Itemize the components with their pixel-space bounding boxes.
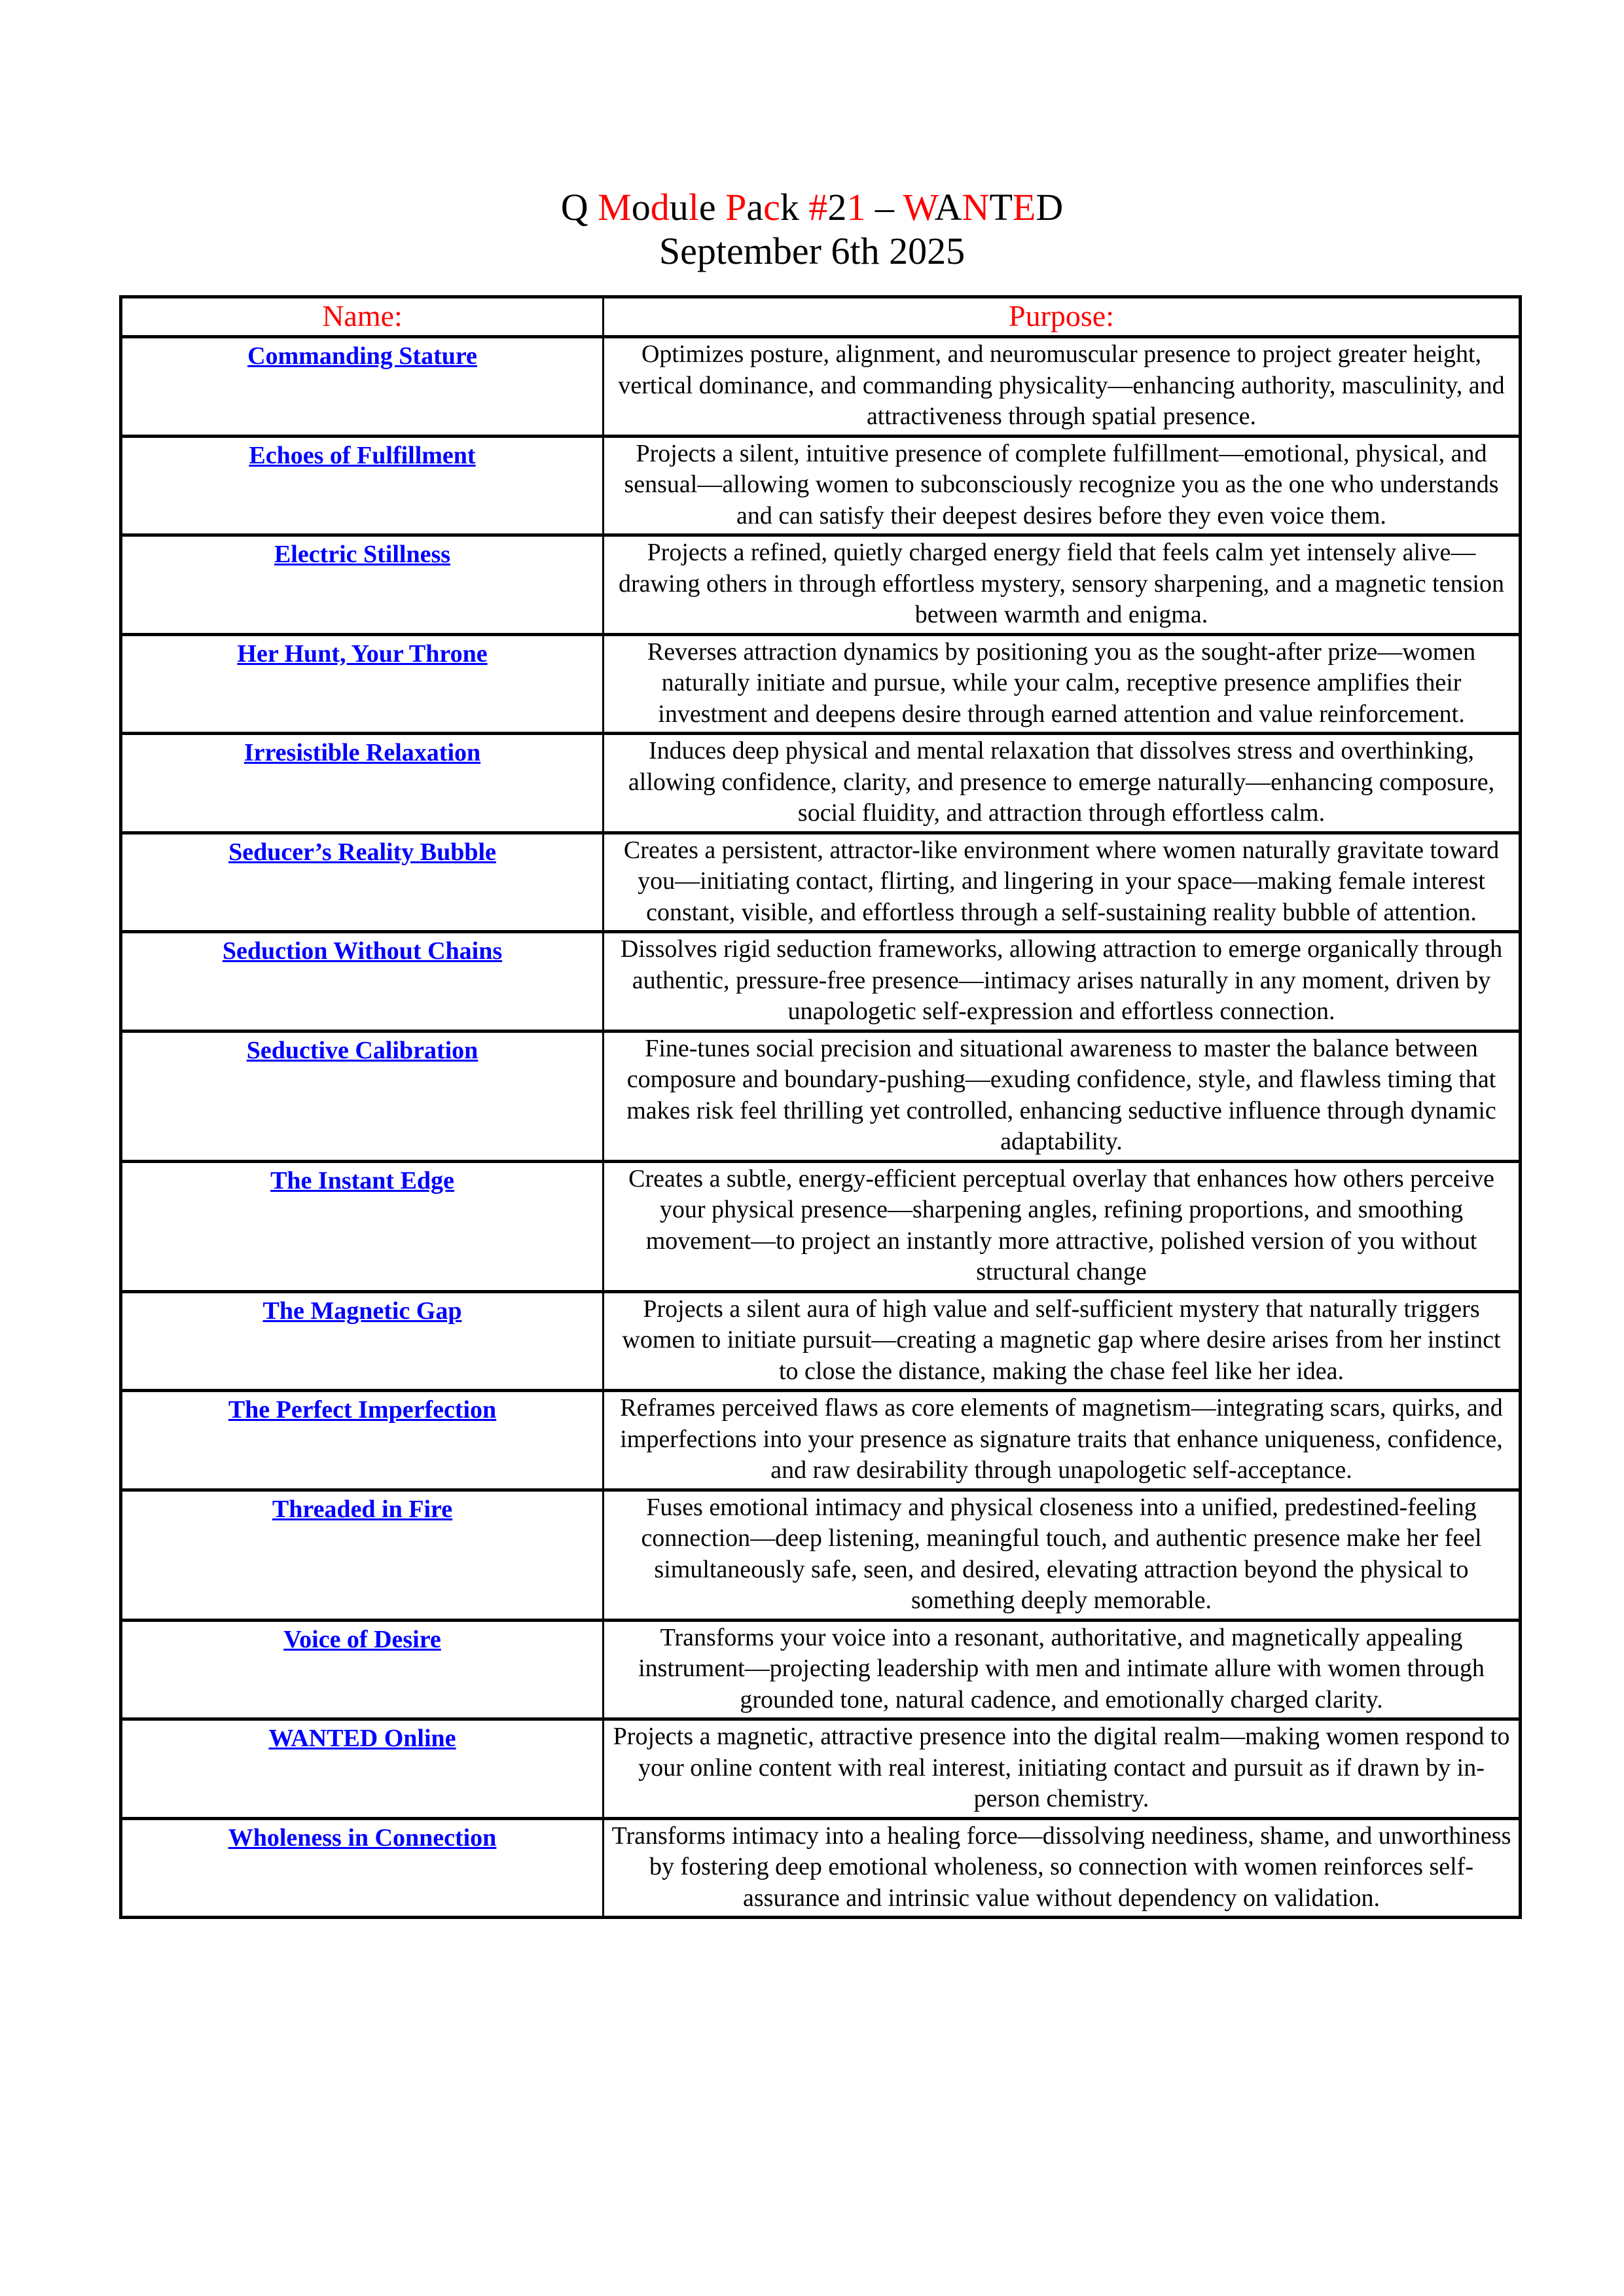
module-link[interactable]: WANTED Online bbox=[268, 1725, 456, 1752]
title-segment: # bbox=[808, 186, 828, 228]
module-link[interactable]: Seduction Without Chains bbox=[222, 937, 503, 965]
title-segment: o bbox=[631, 186, 651, 228]
module-link[interactable]: The Perfect Imperfection bbox=[228, 1396, 497, 1424]
module-name-cell bbox=[121, 337, 604, 437]
module-table bbox=[119, 295, 1522, 1919]
table-row bbox=[121, 1719, 1521, 1819]
module-purpose: Transforms intimacy into a healing force—dissolving neediness, shame, and unworthiness by fostering deep emotional wholeness, so connection with women reinforces self-assurance and intrinsic value without dependency on validation. bbox=[604, 1818, 1521, 1918]
module-link[interactable]: Electric Stillness bbox=[274, 541, 451, 568]
module-purpose: Fuses emotional intimacy and physical closeness into a unified, predestined-feeling connection—deep listening, meaningful touch, and authentic presence make her feel simultaneously safe, seen, and desired, elevating attraction beyond the physical to something deeply memorable. bbox=[604, 1490, 1521, 1620]
title-segment: A bbox=[934, 186, 962, 228]
title-segment: 2 bbox=[827, 186, 847, 228]
title-segment: d bbox=[650, 186, 670, 228]
page-title bbox=[0, 185, 1624, 229]
title-segment: D bbox=[1036, 186, 1064, 228]
table-row bbox=[121, 1490, 1521, 1620]
title-segment: l bbox=[688, 186, 699, 228]
module-name-cell bbox=[121, 932, 604, 1031]
module-link[interactable]: Wholeness in Connection bbox=[228, 1823, 497, 1852]
table-row bbox=[121, 535, 1521, 635]
module-name-cell bbox=[121, 1161, 604, 1291]
title-segment: M bbox=[598, 186, 632, 228]
module-purpose: Dissolves rigid seduction frameworks, allowing attraction to emerge organically through authentic, pressure-free presence—intimacy arises naturally in any moment, driven by unapologetic self-expression and effortless connection. bbox=[604, 932, 1521, 1031]
title-segment: e bbox=[698, 186, 726, 228]
module-purpose: Reframes perceived flaws as core elements of magnetism—integrating scars, quirks, and imperfections into your presence as signature traits that enhance uniqueness, confidence, and raw desirability through unapologetic self-acceptance. bbox=[604, 1391, 1521, 1490]
title-segment: W bbox=[903, 186, 935, 228]
table-row bbox=[121, 634, 1521, 734]
module-name-cell bbox=[121, 1391, 604, 1490]
module-link[interactable]: Her Hunt, Your Throne bbox=[237, 639, 488, 668]
module-link[interactable]: Seducer’s Reality Bubble bbox=[228, 838, 496, 866]
table-row bbox=[121, 1161, 1521, 1291]
module-name-cell bbox=[121, 833, 604, 932]
module-purpose: Projects a silent, intuitive presence of complete fulfillment—emotional, physical, and sensual—allowing women to subconsciously recognize you as the one who understands and can satisfy their deepest desires before they even voice them. bbox=[604, 436, 1521, 535]
table-row bbox=[121, 337, 1521, 437]
module-name-cell bbox=[121, 1291, 604, 1391]
module-link[interactable]: The Magnetic Gap bbox=[262, 1297, 462, 1325]
module-purpose: Optimizes posture, alignment, and neuromuscular presence to project greater height, vertical dominance, and commanding physicality—enhancing authority, masculinity, and attractiveness through spatial presence. bbox=[604, 337, 1521, 437]
module-purpose: Transforms your voice into a resonant, authoritative, and magnetically appealing instrument—projecting leadership with men and intimate allure with women through grounded tone, natural cadence, and emotionally charged clarity. bbox=[604, 1620, 1521, 1719]
module-name-cell bbox=[121, 1031, 604, 1161]
module-table-body bbox=[121, 337, 1521, 1918]
table-row bbox=[121, 932, 1521, 1031]
table-row bbox=[121, 833, 1521, 932]
table-row bbox=[121, 1818, 1521, 1918]
title-segment: Q bbox=[560, 186, 598, 228]
module-name-cell bbox=[121, 535, 604, 635]
module-purpose: Projects a refined, quietly charged energy field that feels calm yet intensely alive—drawing others in through effortless mystery, sensory sharpening, and a magnetic tension between warmth and enigma. bbox=[604, 535, 1521, 635]
module-link[interactable]: Echoes of Fulfillment bbox=[249, 441, 476, 469]
table-row bbox=[121, 734, 1521, 833]
module-name-cell bbox=[121, 1620, 604, 1719]
module-purpose: Fine-tunes social precision and situational awareness to master the balance between composure and boundary-pushing—exuding confidence, style, and flawless timing that makes risk feel thrilling yet controlled, enhancing seductive influence through dynamic adaptability. bbox=[604, 1031, 1521, 1161]
table-row bbox=[121, 436, 1521, 535]
module-name-cell bbox=[121, 1818, 604, 1918]
module-link[interactable]: Irresistible Relaxation bbox=[244, 739, 481, 766]
title-segment: P bbox=[725, 186, 747, 228]
module-purpose: Induces deep physical and mental relaxation that dissolves stress and overthinking, allowing confidence, clarity, and presence to emerge naturally—enhancing composure, social fluidity, and attraction through effortless calm. bbox=[604, 734, 1521, 833]
module-name-cell bbox=[121, 436, 604, 535]
module-name-cell bbox=[121, 734, 604, 833]
module-link[interactable]: The Instant Edge bbox=[270, 1166, 454, 1194]
title-segment: a bbox=[746, 186, 764, 228]
page-subtitle: September 6th 2025 bbox=[659, 230, 965, 272]
title-segment: E bbox=[1012, 186, 1036, 228]
table-row bbox=[121, 1291, 1521, 1391]
module-link[interactable]: Commanding Stature bbox=[247, 342, 477, 370]
module-name-cell bbox=[121, 1490, 604, 1620]
title-segment: 1 bbox=[846, 186, 866, 228]
module-purpose: Projects a magnetic, attractive presence into the digital realm—making women respond to your online content with real interest, initiating contact and pursuit as if drawn by in-person chemistry. bbox=[604, 1719, 1521, 1819]
title-segment: c bbox=[763, 186, 780, 228]
table-row bbox=[121, 1620, 1521, 1719]
module-name-cell bbox=[121, 634, 604, 734]
table-row bbox=[121, 1031, 1521, 1161]
module-link[interactable]: Threaded in Fire bbox=[272, 1495, 453, 1523]
title-segment: N bbox=[962, 186, 990, 228]
column-header-purpose: Purpose: bbox=[604, 297, 1521, 337]
module-link[interactable]: Seductive Calibration bbox=[246, 1036, 478, 1064]
module-purpose: Creates a subtle, energy-efficient perceptual overlay that enhances how others perceive your physical presence—sharpening angles, refining proportions, and smoothing movement—to project an instantly more attractive, polished version of you without structural change bbox=[604, 1161, 1521, 1291]
table-header-row bbox=[121, 297, 1521, 337]
title-segment: k bbox=[780, 186, 809, 228]
table-row bbox=[121, 1391, 1521, 1490]
module-purpose: Creates a persistent, attractor-like environment where women naturally gravitate toward you—initiating contact, flirting, and lingering in your space—making female interest constant, visible, and effortless through a self-sustaining reality bubble of attention. bbox=[604, 833, 1521, 932]
module-link[interactable]: Voice of Desire bbox=[283, 1625, 441, 1653]
title-segment: – bbox=[865, 186, 903, 228]
title-segment: u bbox=[669, 186, 689, 228]
module-purpose: Reverses attraction dynamics by positioning you as the sought-after prize—women naturally initiate and pursue, while your calm, receptive presence amplifies their investment and deepens desire through earned attention and value reinforcement. bbox=[604, 634, 1521, 734]
module-name-cell bbox=[121, 1719, 604, 1819]
column-header-name: Name: bbox=[121, 297, 604, 337]
title-segment: T bbox=[989, 186, 1013, 228]
module-purpose: Projects a silent aura of high value and self-sufficient mystery that naturally triggers women to initiate pursuit—creating a magnetic gap where desire arises from her instinct to close the distance, making the chase feel like her idea. bbox=[604, 1291, 1521, 1391]
